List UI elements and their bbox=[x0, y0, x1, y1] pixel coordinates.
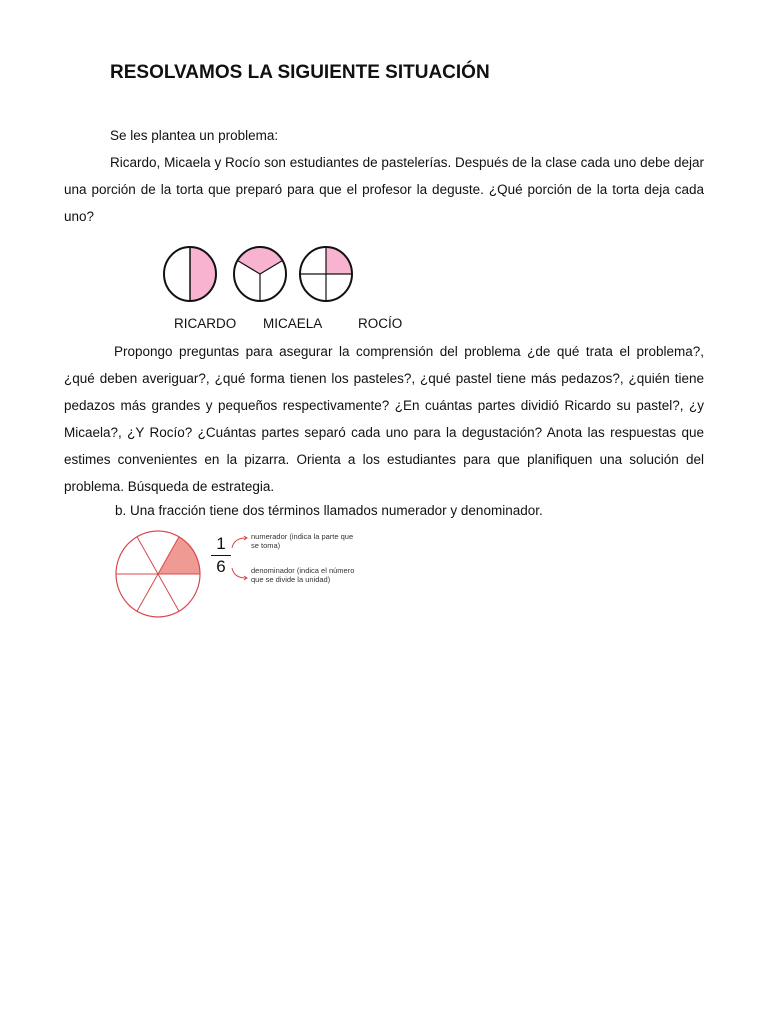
denominator-note: denominador (indica el número que se divide la unidad) bbox=[251, 566, 355, 584]
pie-micaela bbox=[234, 247, 286, 301]
label-ricardo: RICARDO bbox=[174, 316, 237, 331]
pie-rocio bbox=[300, 247, 352, 301]
pie-ricardo bbox=[164, 247, 216, 301]
label-micaela: MICAELA bbox=[263, 316, 323, 331]
pies-figure bbox=[160, 243, 360, 305]
questions-paragraph: Propongo preguntas para asegurar la comprensión del problema ¿de qué trata el problema?, ¿qué deben averiguar?, ¿qué forma tienen los pasteles?, ¿qué pastel tiene más pedazos?, ¿quién tiene pedazos más grandes y pequeños respectivamente? ¿En cuántas partes dividió Ricardo su pastel?, ¿y Micaela?, ¿Y Rocío? ¿Cuántas partes separó cada uno para la degustación? Anota las respuestas que estimes convenientes en la pizarra. Orienta a los estudiantes para que planifiquen una solución del problema. Búsqueda de estrategia. bbox=[64, 344, 704, 494]
page-title: RESOLVAMOS LA SIGUIENTE SITUACIÓN bbox=[110, 62, 490, 83]
label-rocio: ROCÍO bbox=[358, 316, 403, 331]
fraction-pie-figure bbox=[108, 530, 208, 620]
point-b-text: b. Una fracción tiene dos términos llamados numerador y denominador. bbox=[115, 503, 543, 518]
intro-text: Se les plantea un problema: bbox=[110, 128, 279, 143]
numerator-note: numerador (indica la parte que se toma) bbox=[251, 532, 354, 550]
numerator: 1 bbox=[216, 534, 226, 553]
arrow-icons bbox=[228, 534, 252, 584]
denominator: 6 bbox=[216, 557, 226, 576]
problem-paragraph: Ricardo, Micaela y Rocío son estudiantes de pastelerías. Después de la clase cada uno debe dejar una porción de la torta que preparó para que el profesor la deguste. ¿Qué porción de la torta deja cada uno? bbox=[64, 155, 704, 224]
